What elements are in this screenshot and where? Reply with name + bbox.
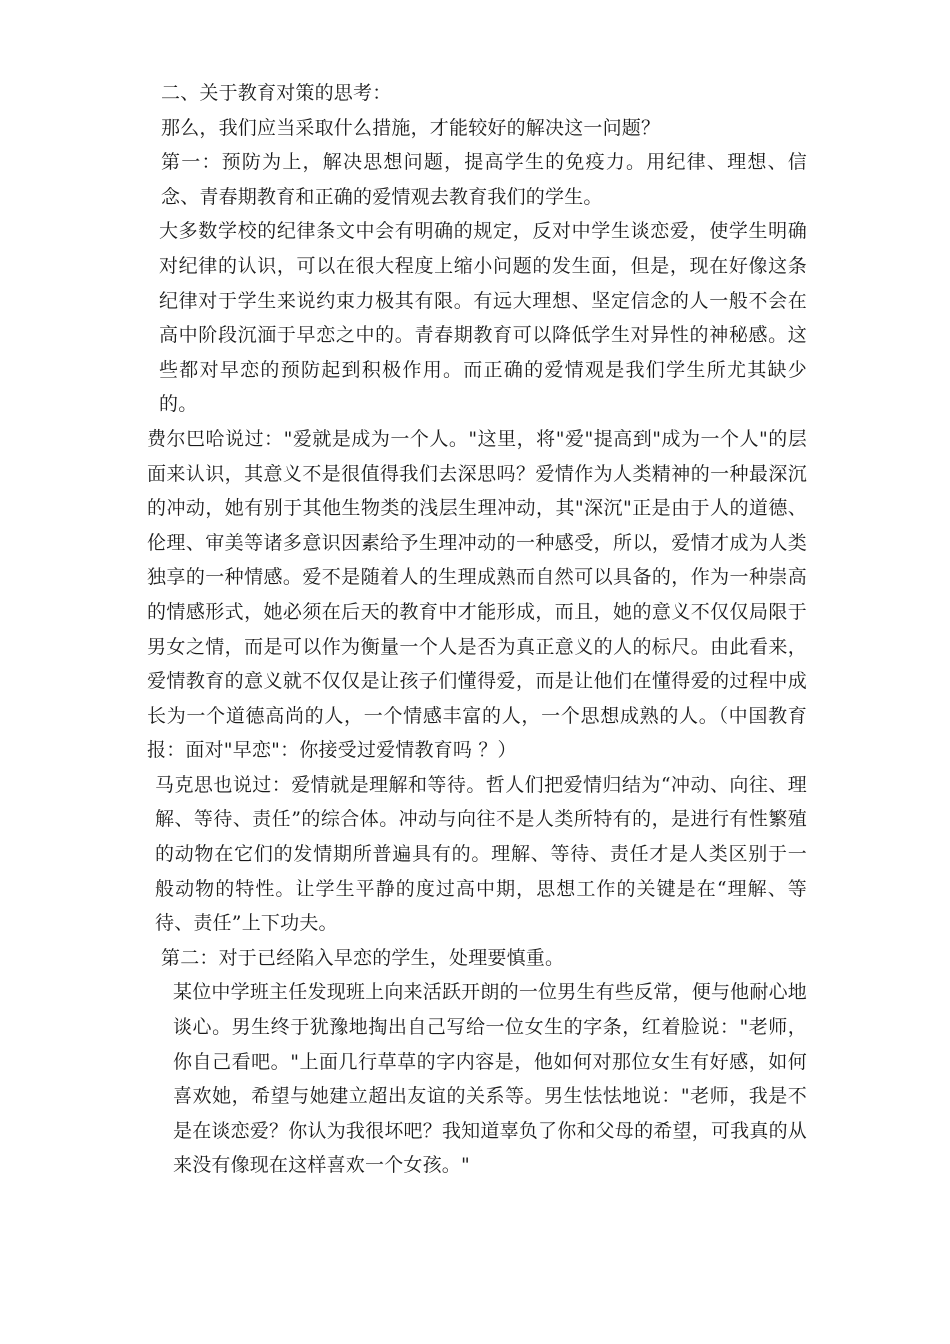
- paragraph-marx: 马克思也说过：爱情就是理解和等待。哲人们把爱情归结为“冲动、向往、理解、等待、责任”的综合体。冲动与向往不是人类所特有的，是进行有性繁殖的动物在它们的发情期所普遍具有的。理解、等待、责任才是人类区别于一般动物的特性。让学生平静的度过高中期，思想工作的关键是在“理解、等待、责任”上下功夫。: [155, 773, 807, 935]
- paragraph-question: 那么，我们应当采取什么措施，才能较好的解决这一问题？: [161, 116, 661, 139]
- paragraph-case-story: 某位中学班主任发现班上向来活跃开朗的一位男生有些反常，便与他耐心地谈心。男生终于犹豫地掏出自己写给一位女生的字条，红着脸说："老师，你自己看吧。"上面几行草草的字内容是，他如何对那位女生有好感，如何喜欢她，希望与她建立超出友谊的关系等。男生怯怯地说："老师，我是不是在谈恋爱？你认为我很坏吧？我知道辜负了你和父母的希望，可我真的从来没有像现在这样喜欢一个女孩。": [173, 981, 807, 1177]
- paragraph-point-two: 第二：对于已经陷入早恋的学生，处理要慎重。: [161, 946, 565, 969]
- document-body: [143, 76, 807, 1183]
- paragraph-discipline: 大多数学校的纪律条文中会有明确的规定，反对中学生谈恋爱，使学生明确对纪律的认识，可以在很大程度上缩小问题的发生面，但是，现在好像这条纪律对于学生来说约束力极其有限。有远大理想、坚定信念的人一般不会在高中阶段沉湎于早恋之中的。青春期教育可以降低学生对异性的神秘感。这些都对早恋的预防起到积极作用。而正确的爱情观是我们学生所尤其缺少的。: [159, 220, 807, 416]
- section-heading: 二、关于教育对策的思考：: [161, 82, 392, 104]
- paragraph-point-one: 第一：预防为上，解决思想问题，提高学生的免疫力。用纪律、理想、信念、青春期教育和正确的爱情观去教育我们的学生。: [161, 151, 807, 208]
- paragraph-feuerbach: 费尔巴哈说过："爱就是成为一个人。"这里，将"爱"提高到"成为一个人"的层面来认识，其意义不是很值得我们去深思吗？爱情作为人类精神的一种最深沉的冲动，她有别于其他生物类的浅层生理冲动，其"深沉"正是由于人的道德、伦理、审美等诸多意识因素给予生理冲动的一种感受，所以，爱情才成为人类独享的一种情感。爱不是随着人的生理成熟而自然可以具备的，作为一种崇高的情感形式，她必须在后天的教育中才能形成，而且，她的意义不仅仅局限于男女之情，而是可以作为衡量一个人是否为真正意义的人的标尺。由此看来，爱情教育的意义就不仅仅是让孩子们懂得爱，而是让他们在懂得爱的过程中成长为一个道德高尚的人，一个情感丰富的人，一个思想成熟的人。（中国教育报：面对"早恋"：你接受过爱情教育吗 ？）: [147, 427, 807, 762]
